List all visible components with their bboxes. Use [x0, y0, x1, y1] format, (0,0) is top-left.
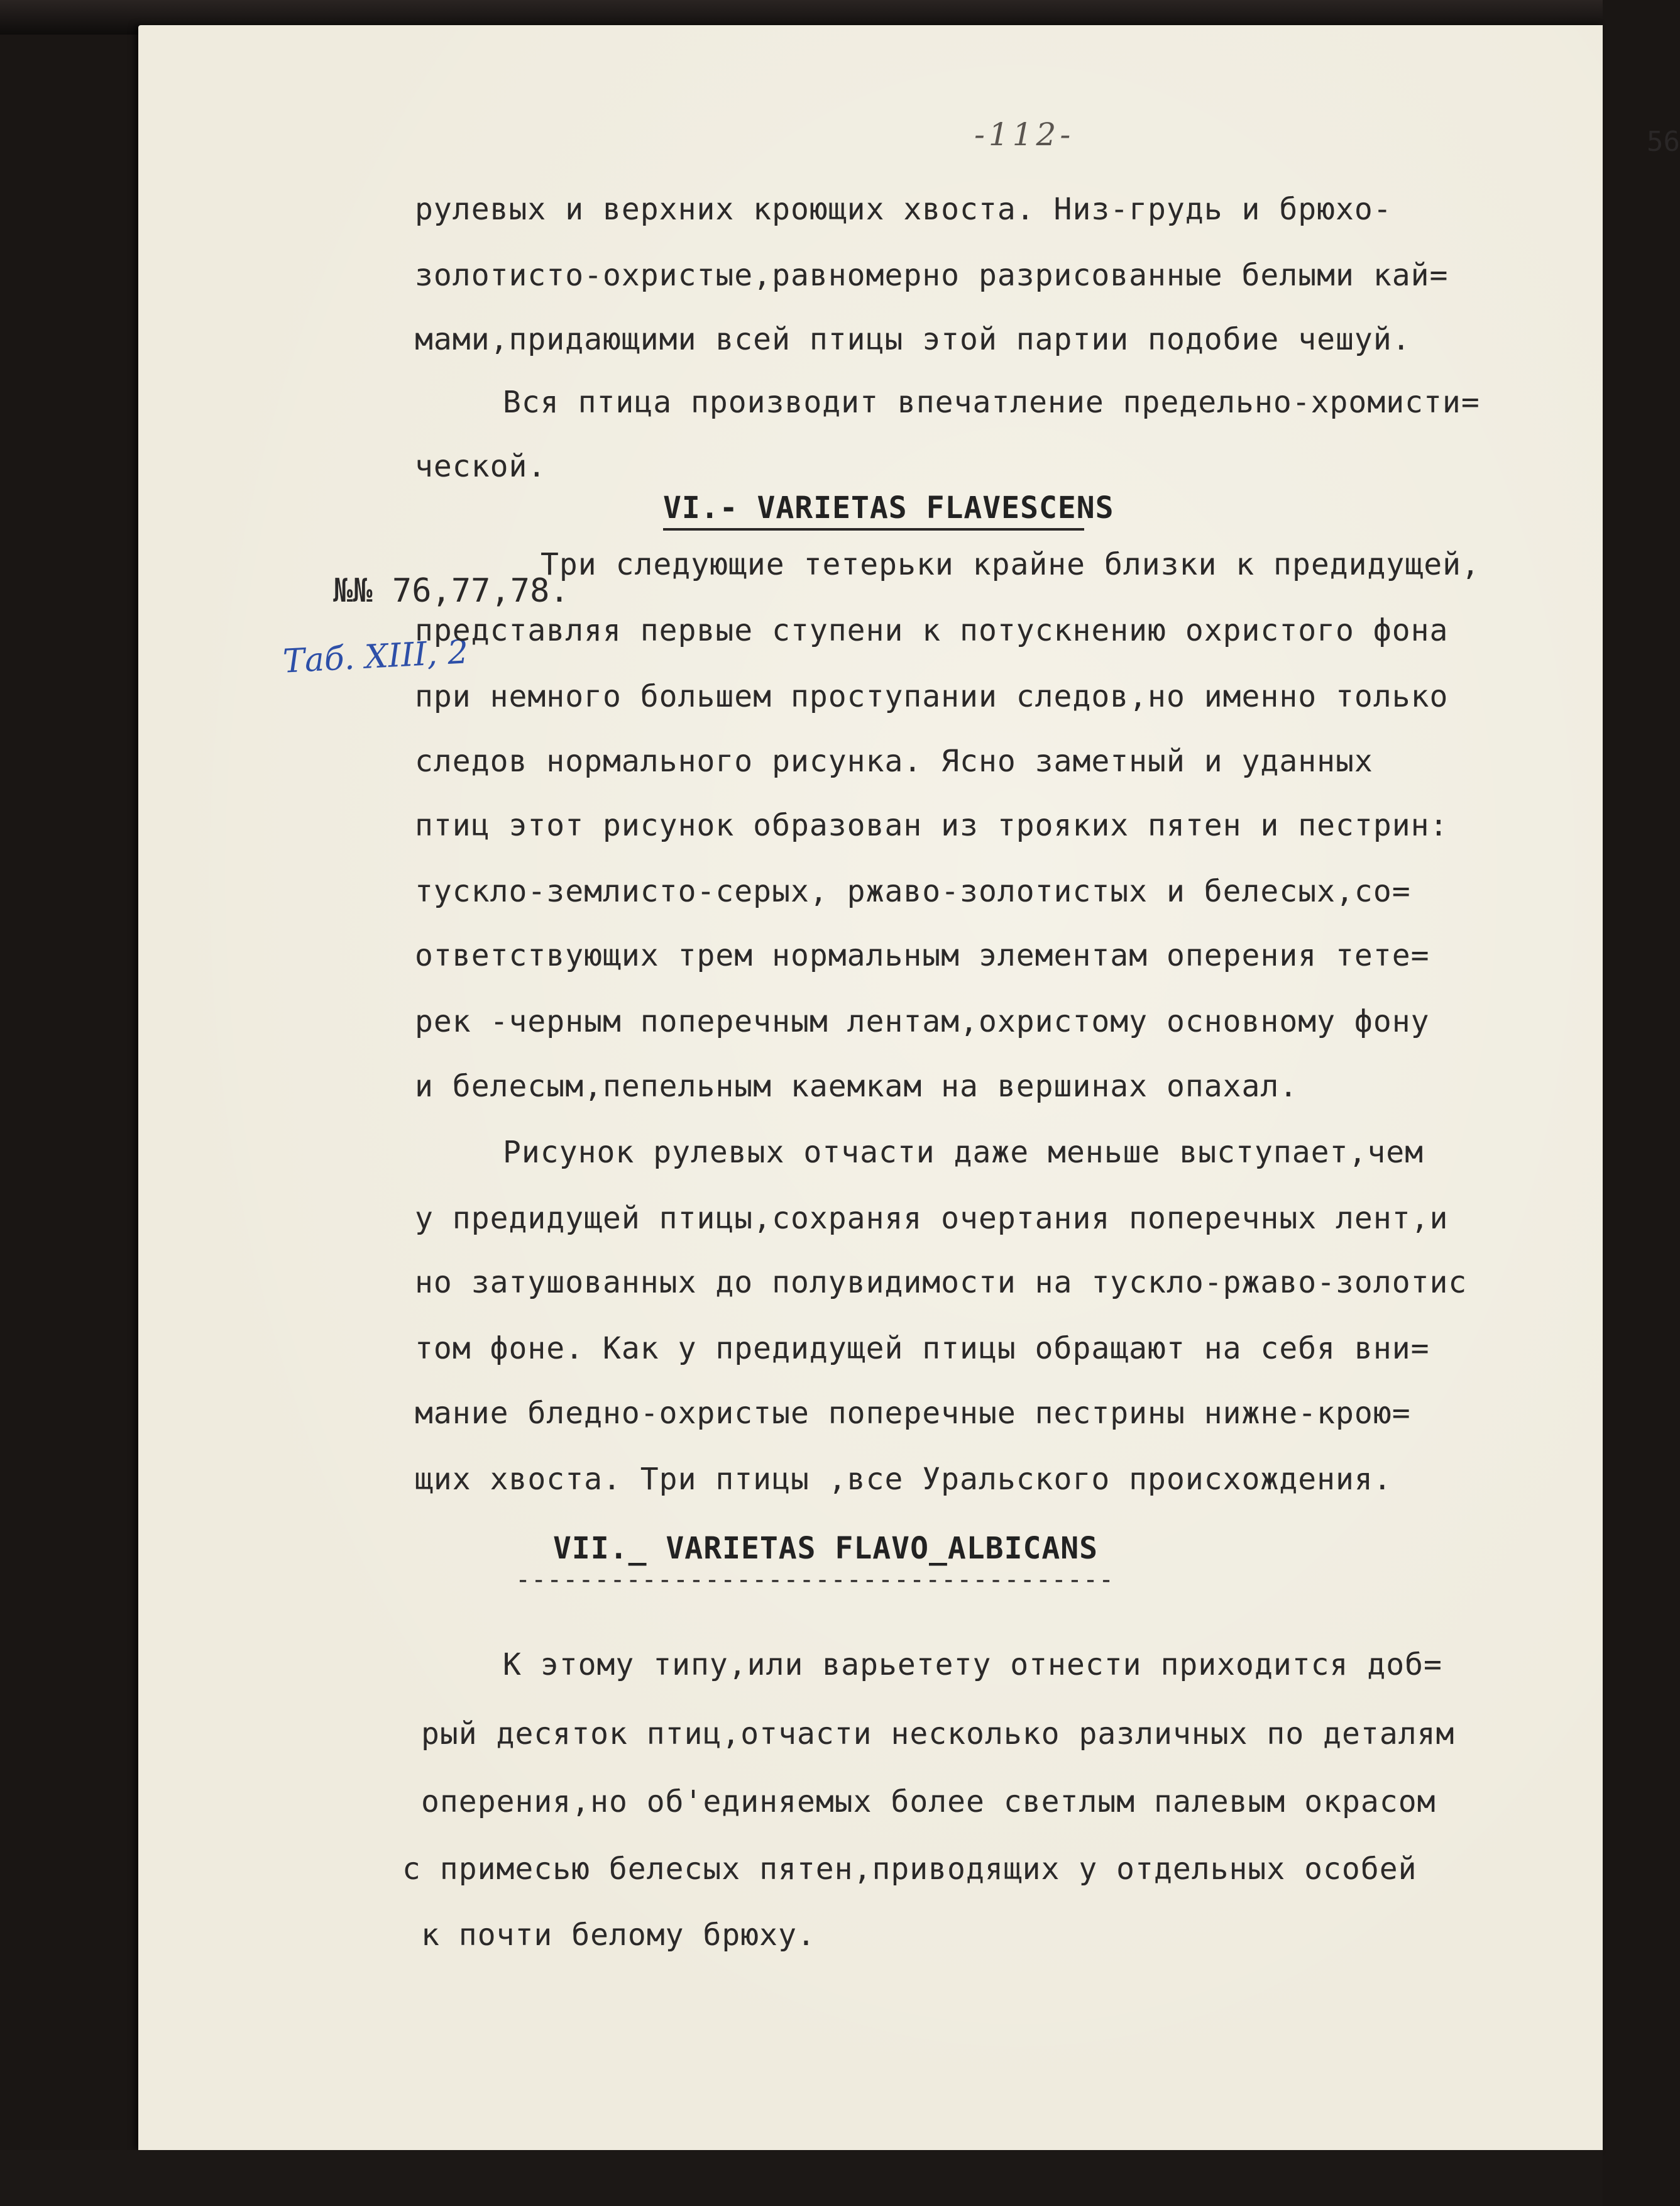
text-line: при немного большем проступании следов,но именно только [415, 679, 1449, 714]
text-line: к почти белому брюху. [421, 1917, 816, 1953]
text-line: щих хвоста. Три птицы ,все Уральского происхождения. [415, 1462, 1392, 1497]
document-page [138, 25, 1680, 2150]
text-line: следов нормального рисунка. Ясно заметный и уданных [415, 744, 1373, 779]
text-line: золотисто-охристые,равномерно разрисованные белыми кай= [415, 258, 1449, 293]
text-line: оперения,но об'единяемых более светлым палевым окрасом [421, 1784, 1436, 1819]
text-line: мание бледно-охристые поперечные пестрины нижне-крою= [415, 1396, 1411, 1431]
section-heading-vii: VII._ VARIETAS FLAVO_ALBICANS [553, 1531, 1099, 1566]
text-line: Вся птица производит впечатление предельно-хромисти= [503, 385, 1480, 420]
text-line: с примесью белесых пятен,приводящих у отдельных особей [402, 1851, 1417, 1887]
text-line: рулевых и верхних кроющих хвоста. Низ-грудь и брюхо- [415, 192, 1392, 227]
text-line: у предидущей птицы,сохраняя очертания поперечных лент,и [415, 1201, 1449, 1236]
heading-vi-underline [663, 528, 1084, 531]
archive-page-number: -112- [974, 116, 1075, 153]
text-line: тускло-землисто-серых, ржаво-золотистых и белесых,со= [415, 874, 1411, 909]
text-line: мами,придающими всей птицы этой партии подобие чешуй. [415, 322, 1411, 357]
text-line: К этому типу,или варьетету отнести приходится доб= [503, 1647, 1442, 1682]
text-line: ческой. [415, 449, 547, 484]
heading-vii-underline: -------------------------------------- [515, 1565, 1115, 1594]
scanner-background-bottom [0, 2150, 1603, 2206]
text-line: том фоне. Как у предидущей птицы обращают на себя вни= [415, 1331, 1430, 1366]
handwritten-plate-reference: Таб. XIII, 2 [282, 633, 469, 681]
text-line: рек -черным поперечным лентам,охристому основному фону [415, 1004, 1430, 1039]
specimen-numbers: №№ 76,77,78. [333, 572, 569, 610]
text-line: но затушованных до полувидимости на тускло-ржаво-золотис [415, 1265, 1468, 1300]
text-line: Рисунок рулевых отчасти даже меньше выступает,чем [503, 1135, 1424, 1170]
text-line: птиц этот рисунок образован из трояких пятен и пестрин: [415, 808, 1449, 843]
text-line: рый десяток птиц,отчасти несколько различных по деталям [421, 1716, 1455, 1751]
text-line: Три следующие тетерьки крайне близки к предидущей, [541, 547, 1480, 582]
section-heading-vi: VI.- VARIETAS FLAVESCENS [663, 490, 1114, 526]
text-line: и белесым,пепельным каемкам на вершинах опахал. [415, 1069, 1298, 1104]
text-line: ответствующих трем нормальным элементам оперения тете= [415, 938, 1430, 973]
page-number: 56 [1647, 126, 1680, 158]
text-line: представляя первые ступени к потускнению охристого фона [415, 613, 1449, 648]
